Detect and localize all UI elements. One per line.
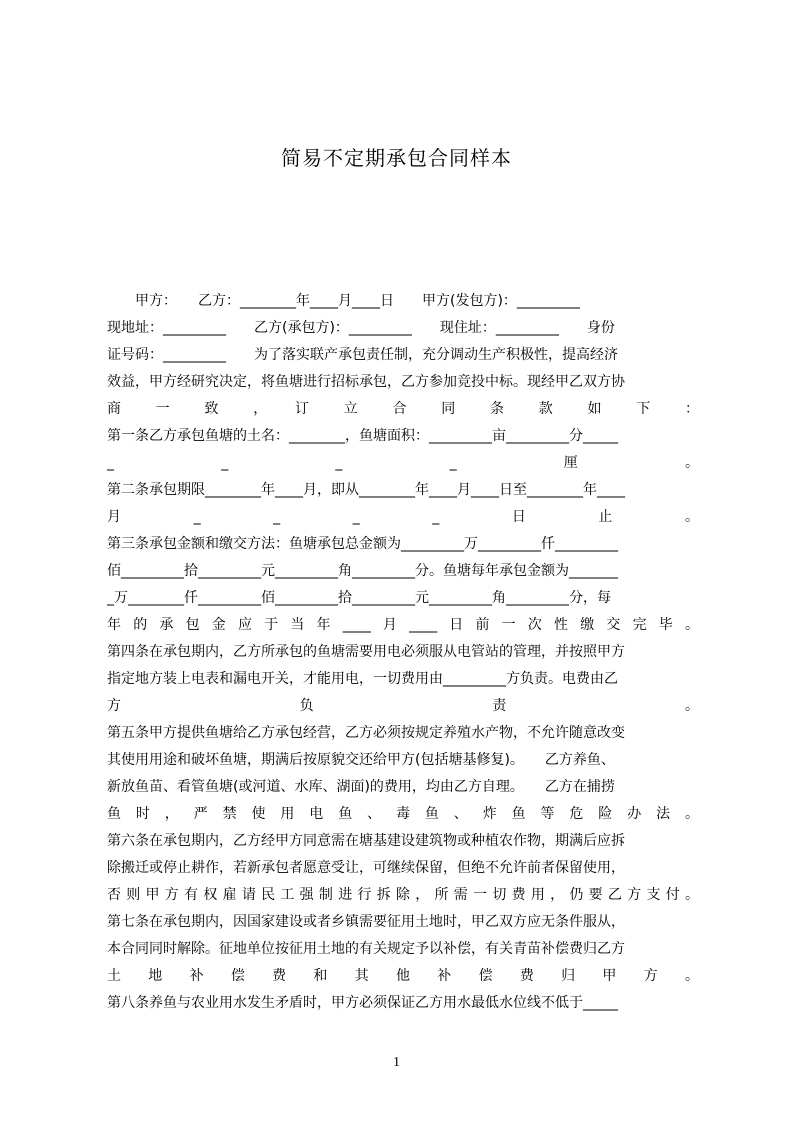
contract-line: 第四条在承包期内，乙方所承包的鱼塘需要用电必须服从电管站的管理，并按照甲方 <box>107 644 625 660</box>
contract-line: 土 地 补 偿 费 和 其 他 补 偿 费 归 甲 方 。 <box>107 968 699 984</box>
contract-line: 第七条在承包期内，因国家建设或者乡镇需要征用土地时，甲乙双方应无条件服从， <box>107 914 625 930</box>
contract-line: _ _ _ _ 厘 。 <box>107 455 699 471</box>
contract-line: _万________仟_________佰_________拾_________元_________角_________分，每 <box>107 590 611 606</box>
contract-line: 第六条在承包期内，乙方经甲方同意需在塘基建设建筑物或种植农作物，期满后应拆 <box>107 833 625 849</box>
document-title: 简易不定期承包合同样本 <box>281 146 512 170</box>
contract-line: 年的承包金应于当年____月____日前一次性缴交完毕。 <box>107 617 699 633</box>
contract-line: 否则甲方有权雇请民工强制进行拆除，所需一切费用，仍要乙方支付。 <box>107 887 699 903</box>
contract-line: 第一条乙方承包鱼塘的土名：________，鱼塘面积：_________亩_________分_____ <box>107 428 618 444</box>
contract-line: 第二条承包期限________年____月，即从________年____月____日至________年____ <box>107 482 625 498</box>
contract-line: 第三条承包金额和缴交方法：鱼塘承包总金额为_________万_________仟_________ <box>107 536 618 552</box>
contract-line: 商 一 致 ， 订 立 合 同 条 款 如 下 ： <box>107 401 699 417</box>
contract-line: 证号码：_________ 为了落实联产承包责任制，充分调动生产积极性，提高经济 <box>107 347 618 363</box>
contract-line: 本合同同时解除。征地单位按征用土地的有关规定予以补偿，有关青苗补偿费归乙方 <box>107 941 625 957</box>
contract-line: 新放鱼苗、看管鱼塘(或河道、水库、湖面)的费用，均由乙方自理。 乙方在捕捞 <box>107 779 615 795</box>
contract-line: 效益，甲方经研究决定，将鱼塘进行招标承包，乙方参加竞投中标。现经甲乙双方协 <box>107 374 625 390</box>
contract-line: 指定地方装上电表和漏电开关，才能用电，一切费用由_________方负责。电费由乙 <box>107 671 618 687</box>
contract-line: 第五条甲方提供鱼塘给乙方承包经营，乙方必须按规定养殖水产物，不允许随意改变 <box>107 725 625 741</box>
contract-line: 甲方： 乙方：________年____月____日 甲方(发包方)：_________ <box>107 293 580 309</box>
page-number: 1 <box>393 1055 400 1070</box>
contract-line: 其使用用途和破坏鱼塘，期满后按原貌交还给甲方(包括塘基修复)。 乙方养鱼、 <box>107 752 615 768</box>
contract-line: 第八条养鱼与农业用水发生矛盾时，甲方必须保证乙方用水最低水位线不低于_____ <box>107 995 618 1011</box>
contract-line: 鱼时，严禁使用电鱼、毒鱼、炸鱼等危险办法。 <box>107 806 699 822</box>
contract-line: 月 _ _ _ _ 日 止 。 <box>107 509 699 525</box>
contract-line: 方 负 责 。 <box>107 698 699 714</box>
contract-line: 除搬迁或停止耕作，若新承包者愿意受让，可继续保留，但绝不允许前者保留使用， <box>107 860 625 876</box>
contract-line: 现地址：_________ 乙方(承包方)：_________ 现住址：_________ 身份 <box>107 320 615 336</box>
contract-line: 佰_________拾_________元_________角_________分。鱼塘每年承包金额为_______ <box>107 563 618 579</box>
